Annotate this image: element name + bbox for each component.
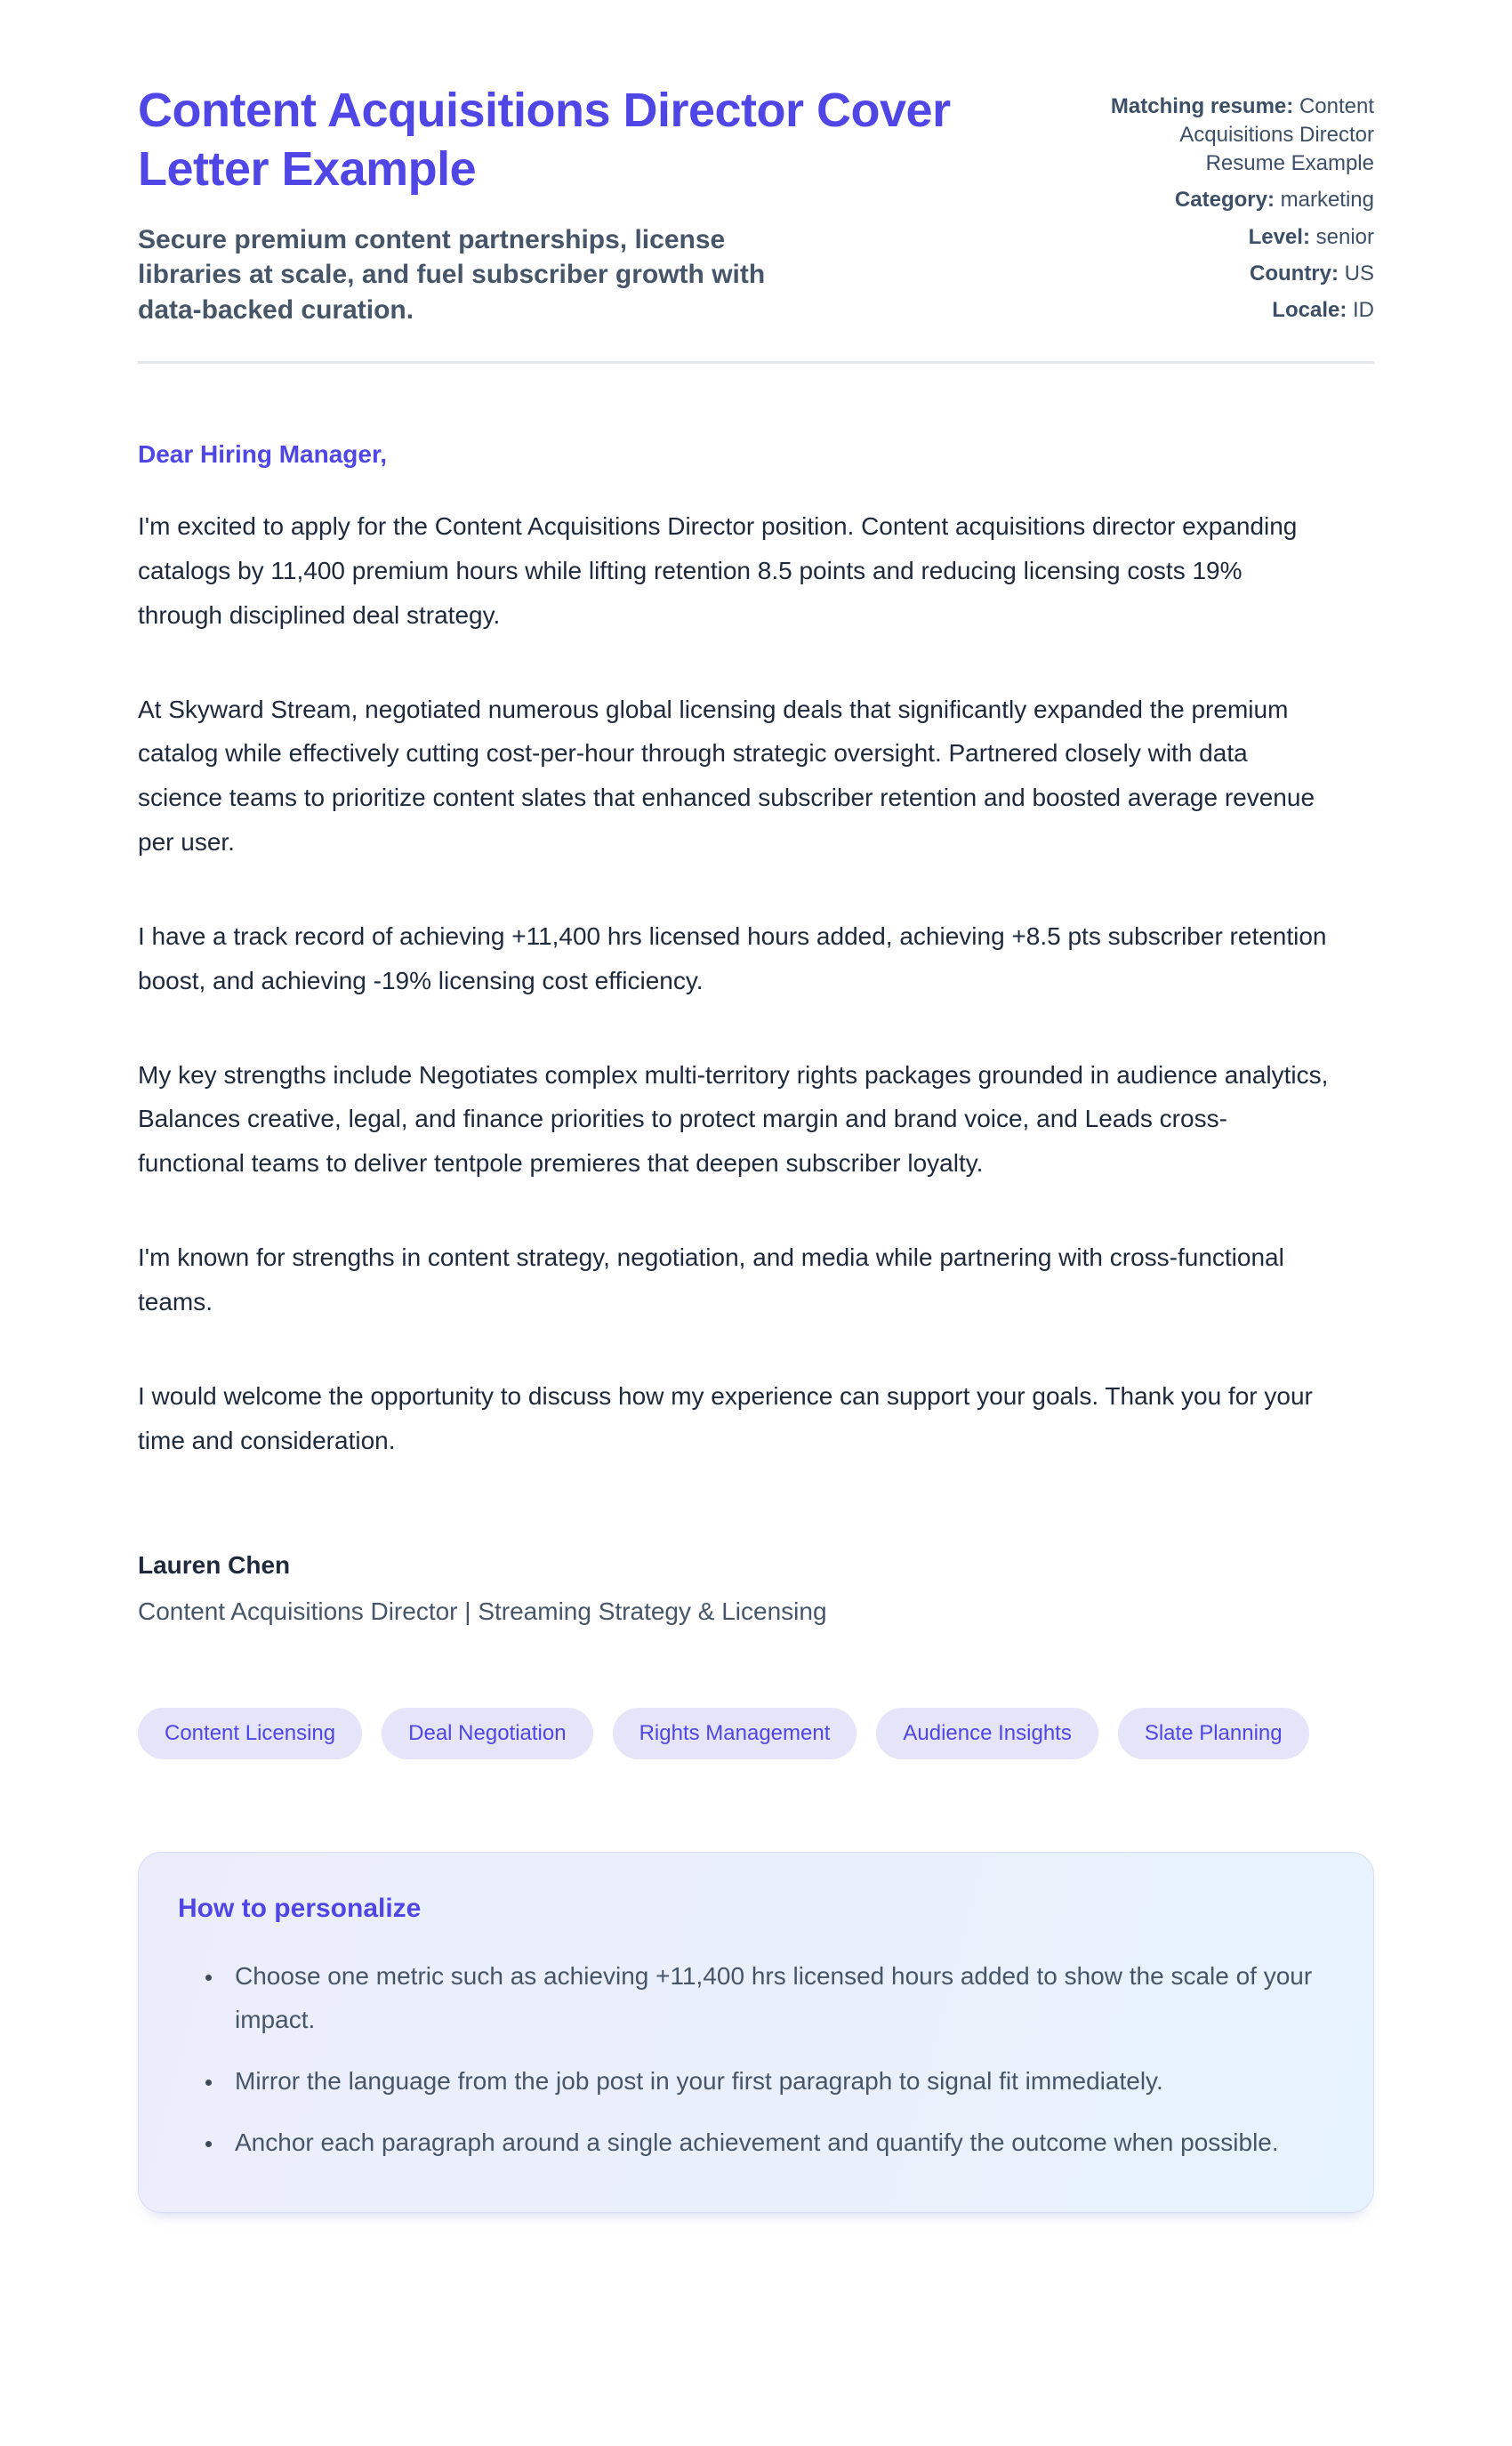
how-to-personalize-title: How to personalize — [178, 1894, 422, 1924]
page-subtitle: Secure premium content partnerships, license libraries at scale, and fuel subscriber growth with data-backed curation. — [138, 224, 766, 325]
meta-locale — [1098, 296, 1374, 325]
meta-locale-value: ID — [1353, 297, 1374, 322]
personalize-tip: • Mirror the language from the job post in your first paragraph to signal fit immediately. — [224, 2059, 1332, 2103]
letter-paragraph: I have a track record of achieving +11,400 hrs licensed hours added, achieving +8.5 pts subscriber retention boost, and achieving -19% licensing cost efficiency. — [138, 921, 1327, 994]
meta-category-label: Category: — [1174, 188, 1275, 213]
skill-tag: Deal Negotiation — [382, 1708, 592, 1759]
page-title: Content Acquisitions Director Cover Letter Example — [138, 84, 951, 196]
letter-paragraph: My key strengths include Negotiates complex multi-territory rights packages grounded in audience analytics, Balances creative, legal, and finance priorities to protect margin and brand voice, and Leads cross-functional teams to deliver tentpole premieres that deepen subscriber loyalty. — [138, 1060, 1329, 1178]
meta-level — [1098, 223, 1374, 252]
page-header — [138, 82, 1374, 333]
letter-body — [138, 504, 1374, 1462]
personalize-tip: • Choose one metric such as achieving +11,400 hrs licensed hours added to show the scale of your impact. — [224, 1954, 1332, 2041]
signature-block — [138, 1551, 1374, 1626]
meta-category — [1098, 186, 1374, 214]
letter-greeting: Dear Hiring Manager, — [138, 440, 388, 469]
meta-country-value: US — [1344, 261, 1374, 286]
page-container — [138, 0, 1374, 2213]
skill-tag: Slate Planning — [1118, 1708, 1309, 1759]
meta-locale-label: Locale: — [1272, 297, 1347, 322]
letter-paragraph: I would welcome the opportunity to discuss how my experience can support your goals. Thank you for your time and consideration. — [138, 1381, 1313, 1454]
meta-matching-resume-value: Content Acquisitions Director Resume Example — [1179, 94, 1374, 176]
skill-tags-row — [138, 1708, 1374, 1759]
resume-meta-block — [1098, 82, 1374, 333]
meta-category-value: marketing — [1280, 188, 1374, 213]
meta-country-label: Country: — [1250, 261, 1339, 286]
meta-matching-resume — [1098, 93, 1374, 178]
skill-tag: Audience Insights — [876, 1708, 1098, 1759]
header-divider — [138, 361, 1374, 364]
personalize-tip: • Anchor each paragraph around a single achievement and quantify the outcome when possible. — [224, 2120, 1332, 2164]
skill-tag: Content Licensing — [138, 1708, 362, 1759]
signature-name: Lauren Chen — [138, 1551, 291, 1580]
letter-paragraph: I'm excited to apply for the Content Acquisitions Director position. Content acquisitions director expanding catalogs by 11,400 premium hours while lifting retention 8.5 points and reducing licensing costs 19% through disciplined deal strategy. — [138, 512, 1298, 629]
letter-paragraph: I'm known for strengths in content strategy, negotiation, and media while partnering with cross-functional teams. — [138, 1243, 1284, 1316]
how-to-personalize-list — [178, 1954, 1332, 2164]
skill-tag: Rights Management — [613, 1708, 857, 1759]
meta-country — [1098, 260, 1374, 288]
meta-level-value: senior — [1315, 224, 1374, 249]
meta-level-label: Level: — [1248, 224, 1310, 249]
header-title-block — [138, 82, 992, 328]
signature-role: Content Acquisitions Director | Streaming Strategy & Licensing — [138, 1597, 827, 1626]
meta-matching-resume-label: Matching resume: — [1110, 94, 1294, 118]
how-to-personalize-card — [138, 1852, 1374, 2213]
letter-paragraph: At Skyward Stream, negotiated numerous global licensing deals that significantly expanded the premium catalog while effectively cutting cost-per-hour through strategic oversight. Partnered closely with data science teams to prioritize content slates that enhanced subscriber retention and boosted average revenue per user. — [138, 695, 1315, 857]
